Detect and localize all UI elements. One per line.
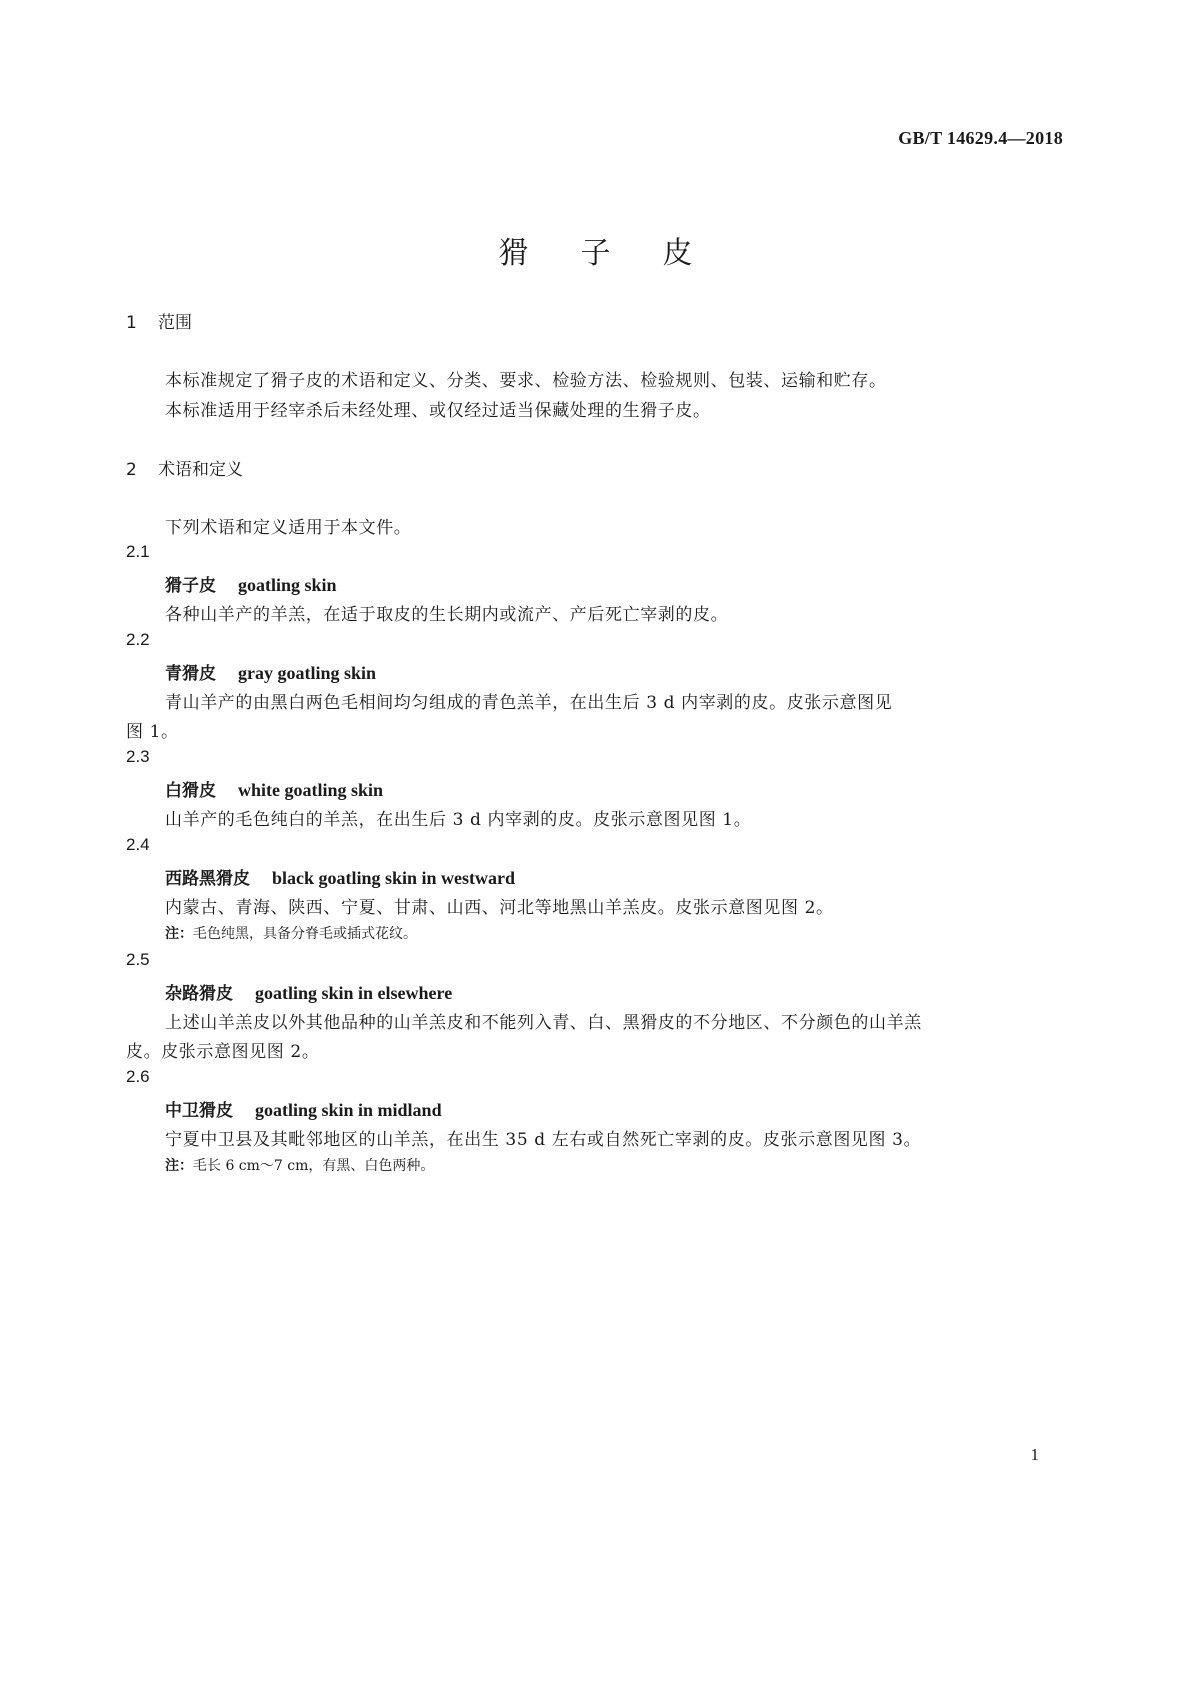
term-definition: 宁夏中卫县及其毗邻地区的山羊羔，在出生 35 d 左右或自然死亡宰剥的皮。皮张示意图见图 3。 (165, 1130, 922, 1150)
page-title: 猾子皮 (498, 236, 745, 271)
term-heading (165, 776, 383, 801)
clause-number: 2.2 (126, 630, 150, 649)
term-definition-continued: 图 1。 (126, 722, 179, 742)
term-zh: 中卫猾皮 (165, 1101, 233, 1121)
term-en: goatling skin in elsewhere (255, 983, 453, 1003)
term-heading (165, 864, 515, 889)
term-en: black goatling skin in westward (272, 868, 516, 888)
term-definition: 青山羊产的由黑白两色毛相间均匀组成的青色羔羊，在出生后 3 d 内宰剥的皮。皮张示意图见 (165, 693, 893, 713)
term-zh: 西路黑猾皮 (165, 869, 250, 889)
term-heading (165, 571, 337, 596)
standard-number: GB/T 14629.4—2018 (898, 128, 1063, 148)
clause-number: 2.3 (126, 747, 150, 766)
term-en: goatling skin (238, 575, 337, 595)
scope-paragraph-1: 本标准规定了猾子皮的术语和定义、分类、要求、检验方法、检验规则、包装、运输和贮存。 (165, 371, 887, 391)
clause-number: 2.1 (126, 542, 150, 561)
note-text: 毛长 6 cm～7 cm，有黑、白色两种。 (193, 1158, 435, 1174)
term-definition-continued: 皮。皮张示意图见图 2。 (126, 1042, 320, 1062)
term-definition: 内蒙古、青海、陕西、宁夏、甘肃、山西、河北等地黑山羊羔皮。皮张示意图见图 2。 (165, 898, 834, 918)
term-definition: 山羊产的毛色纯白的羊羔，在出生后 3 d 内宰剥的皮。皮张示意图见图 1。 (165, 810, 752, 830)
note-label: 注： (165, 926, 193, 942)
clause-number: 2.5 (126, 950, 150, 969)
page-number: 1 (1030, 1445, 1039, 1464)
term-en: white goatling skin (238, 780, 384, 800)
term-heading (165, 1096, 442, 1121)
term-heading (165, 659, 376, 684)
term-definition: 上述山羊羔皮以外其他品种的山羊羔皮和不能列入青、白、黑猾皮的不分地区、不分颜色的山羊羔 (165, 1013, 922, 1033)
terms-intro: 下列术语和定义适用于本文件。 (165, 518, 412, 538)
term-note (165, 1155, 434, 1175)
section-number: 2 (126, 460, 137, 480)
term-zh: 白猾皮 (165, 781, 216, 801)
term-definition: 各种山羊产的羊羔，在适于取皮的生长期内或流产、产后死亡宰剥的皮。 (165, 605, 729, 625)
section-title: 范围 (158, 313, 192, 333)
section-title: 术语和定义 (158, 460, 243, 480)
term-en: goatling skin in midland (255, 1100, 442, 1120)
term-en: gray goatling skin (238, 663, 377, 683)
section-number: 1 (126, 313, 137, 333)
note-text: 毛色纯黑，具备分脊毛或插式花纹。 (193, 926, 417, 942)
clause-number: 2.6 (126, 1067, 150, 1086)
section-heading-terms (126, 455, 243, 480)
term-zh: 猾子皮 (165, 576, 216, 596)
term-note (165, 923, 417, 943)
scope-paragraph-2: 本标准适用于经宰杀后未经处理、或仅经过适当保藏处理的生猾子皮。 (165, 401, 711, 421)
clause-number: 2.4 (126, 835, 150, 854)
term-zh: 青猾皮 (165, 664, 216, 684)
term-heading (165, 979, 452, 1004)
term-zh: 杂路猾皮 (165, 984, 233, 1004)
section-heading-scope (126, 308, 192, 333)
note-label: 注： (165, 1158, 193, 1174)
